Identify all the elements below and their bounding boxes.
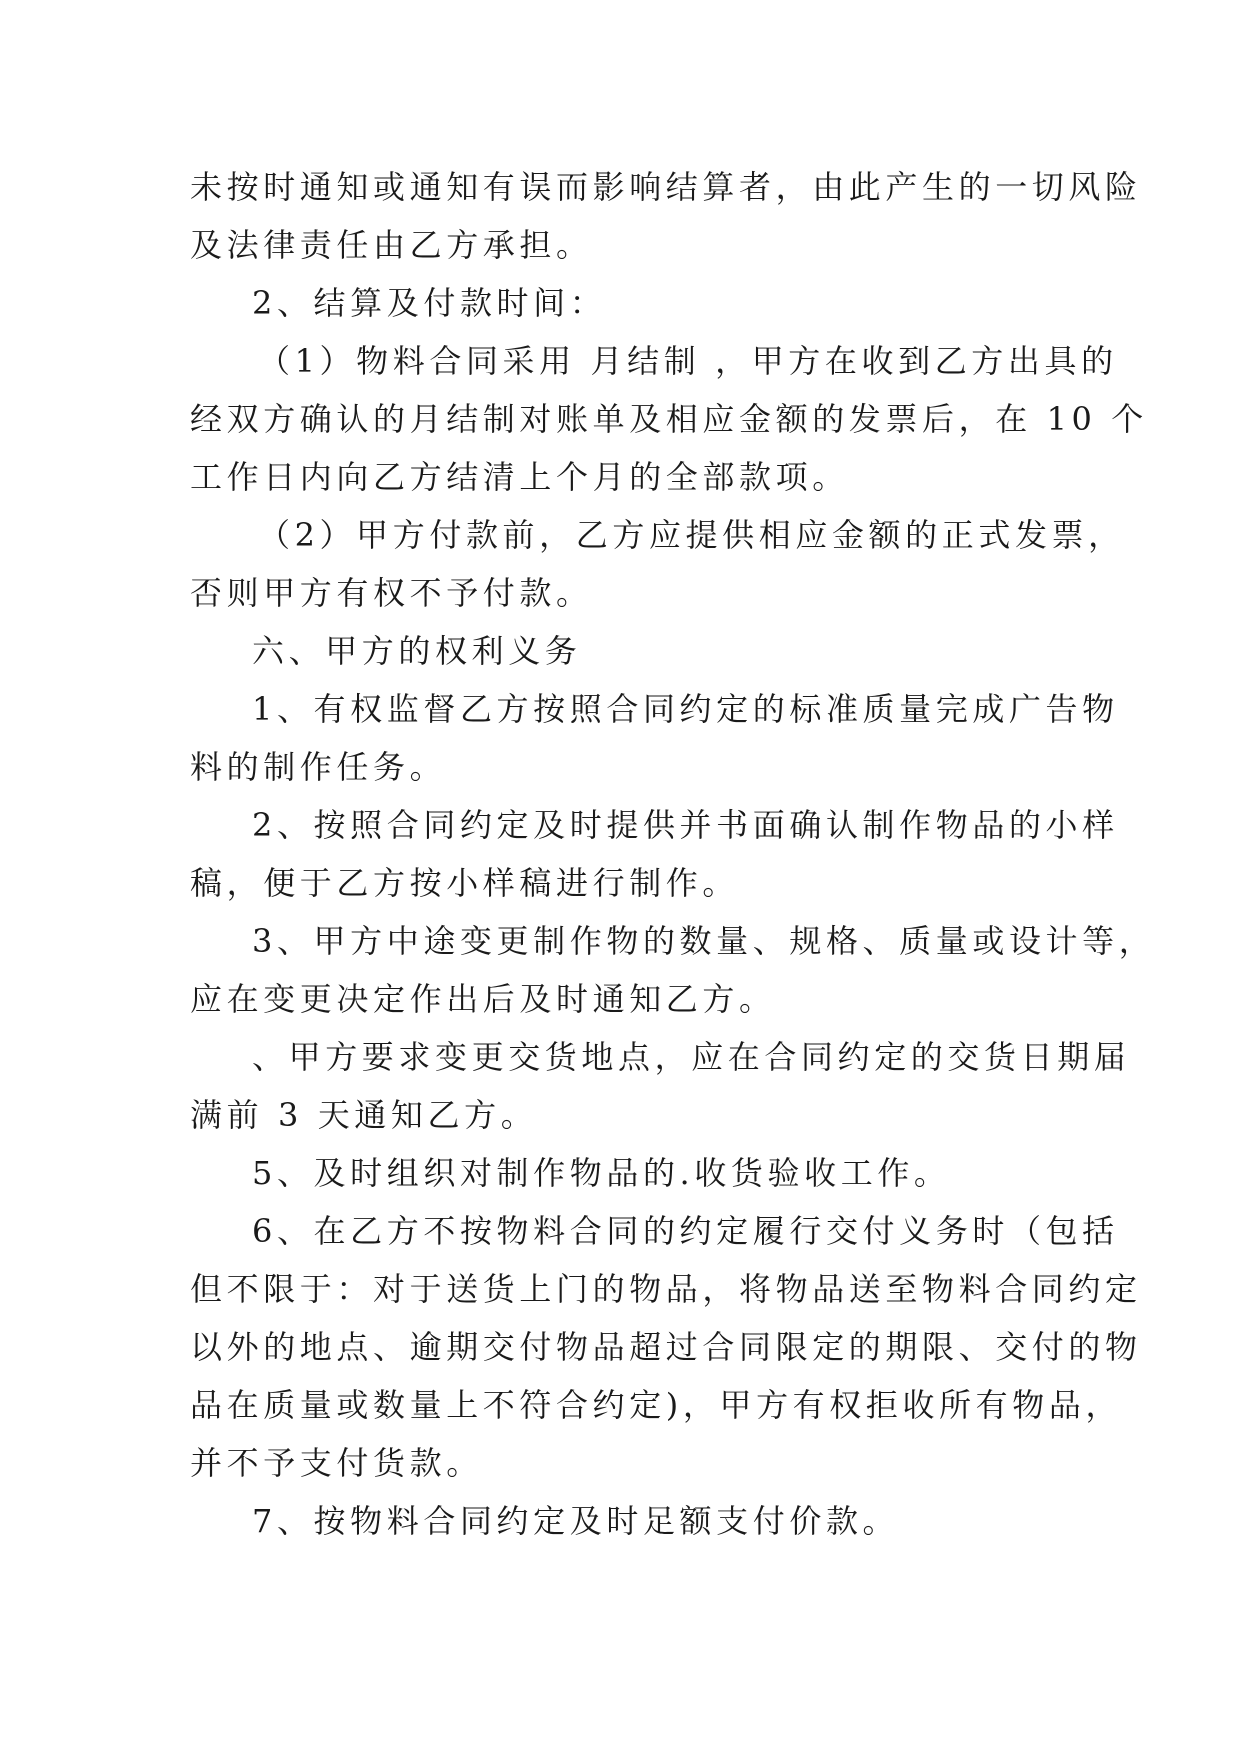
paragraph-line: 品在质量或数量上不符合约定)，甲方有权拒收所有物品， xyxy=(190,1386,1123,1424)
paragraph-line: 工作日内向乙方结清上个月的全部款项。 xyxy=(190,458,849,496)
paragraph-line: 稿，便于乙方按小样稿进行制作。 xyxy=(190,864,740,902)
paragraph-line: 但不限于：对于送货上门的物品，将物品送至物料合同约定 xyxy=(190,1270,1142,1308)
section-heading: 六、甲方的权利义务 xyxy=(252,632,582,670)
paragraph-line: 1、有权监督乙方按照合同约定的标准质量完成广告物 xyxy=(252,690,1119,728)
paragraph-line: 、甲方要求变更交货地点，应在合同约定的交货日期届 xyxy=(252,1038,1131,1076)
section-heading: 2、结算及付款时间： xyxy=(252,284,607,322)
paragraph-line: 以外的地点、逾期交付物品超过合同限定的期限、交付的物 xyxy=(190,1328,1142,1366)
paragraph-line: 并不予支付货款。 xyxy=(190,1444,483,1482)
paragraph-line: 3、甲方中途变更制作物的数量、规格、质量或设计等， xyxy=(252,922,1156,960)
paragraph-line: 6、在乙方不按物料合同的约定履行交付义务时（包括 xyxy=(252,1212,1119,1250)
paragraph-line: 满前 3 天通知乙方。 xyxy=(190,1096,538,1134)
paragraph-line: 5、及时组织对制作物品的.收货验收工作。 xyxy=(252,1154,951,1192)
paragraph-line: 经双方确认的月结制对账单及相应金额的发票后，在 10 个 xyxy=(190,400,1148,438)
paragraph-line: 未按时通知或通知有误而影响结算者，由此产生的一切风险 xyxy=(190,168,1142,206)
paragraph-line: （1）物料合同采用 月结制 ，甲方在收到乙方出具的 xyxy=(258,342,1118,380)
paragraph-line: 7、按物料合同约定及时足额支付价款。 xyxy=(252,1502,900,1540)
paragraph-line: 料的制作任务。 xyxy=(190,748,447,786)
paragraph-line: 应在变更决定作出后及时通知乙方。 xyxy=(190,980,776,1018)
paragraph-line: 2、按照合同约定及时提供并书面确认制作物品的小样 xyxy=(252,806,1119,844)
paragraph-line: 及法律责任由乙方承担。 xyxy=(190,226,593,264)
paragraph-line: （2）甲方付款前，乙方应提供相应金额的正式发票， xyxy=(258,516,1125,554)
paragraph-line: 否则甲方有权不予付款。 xyxy=(190,574,593,612)
